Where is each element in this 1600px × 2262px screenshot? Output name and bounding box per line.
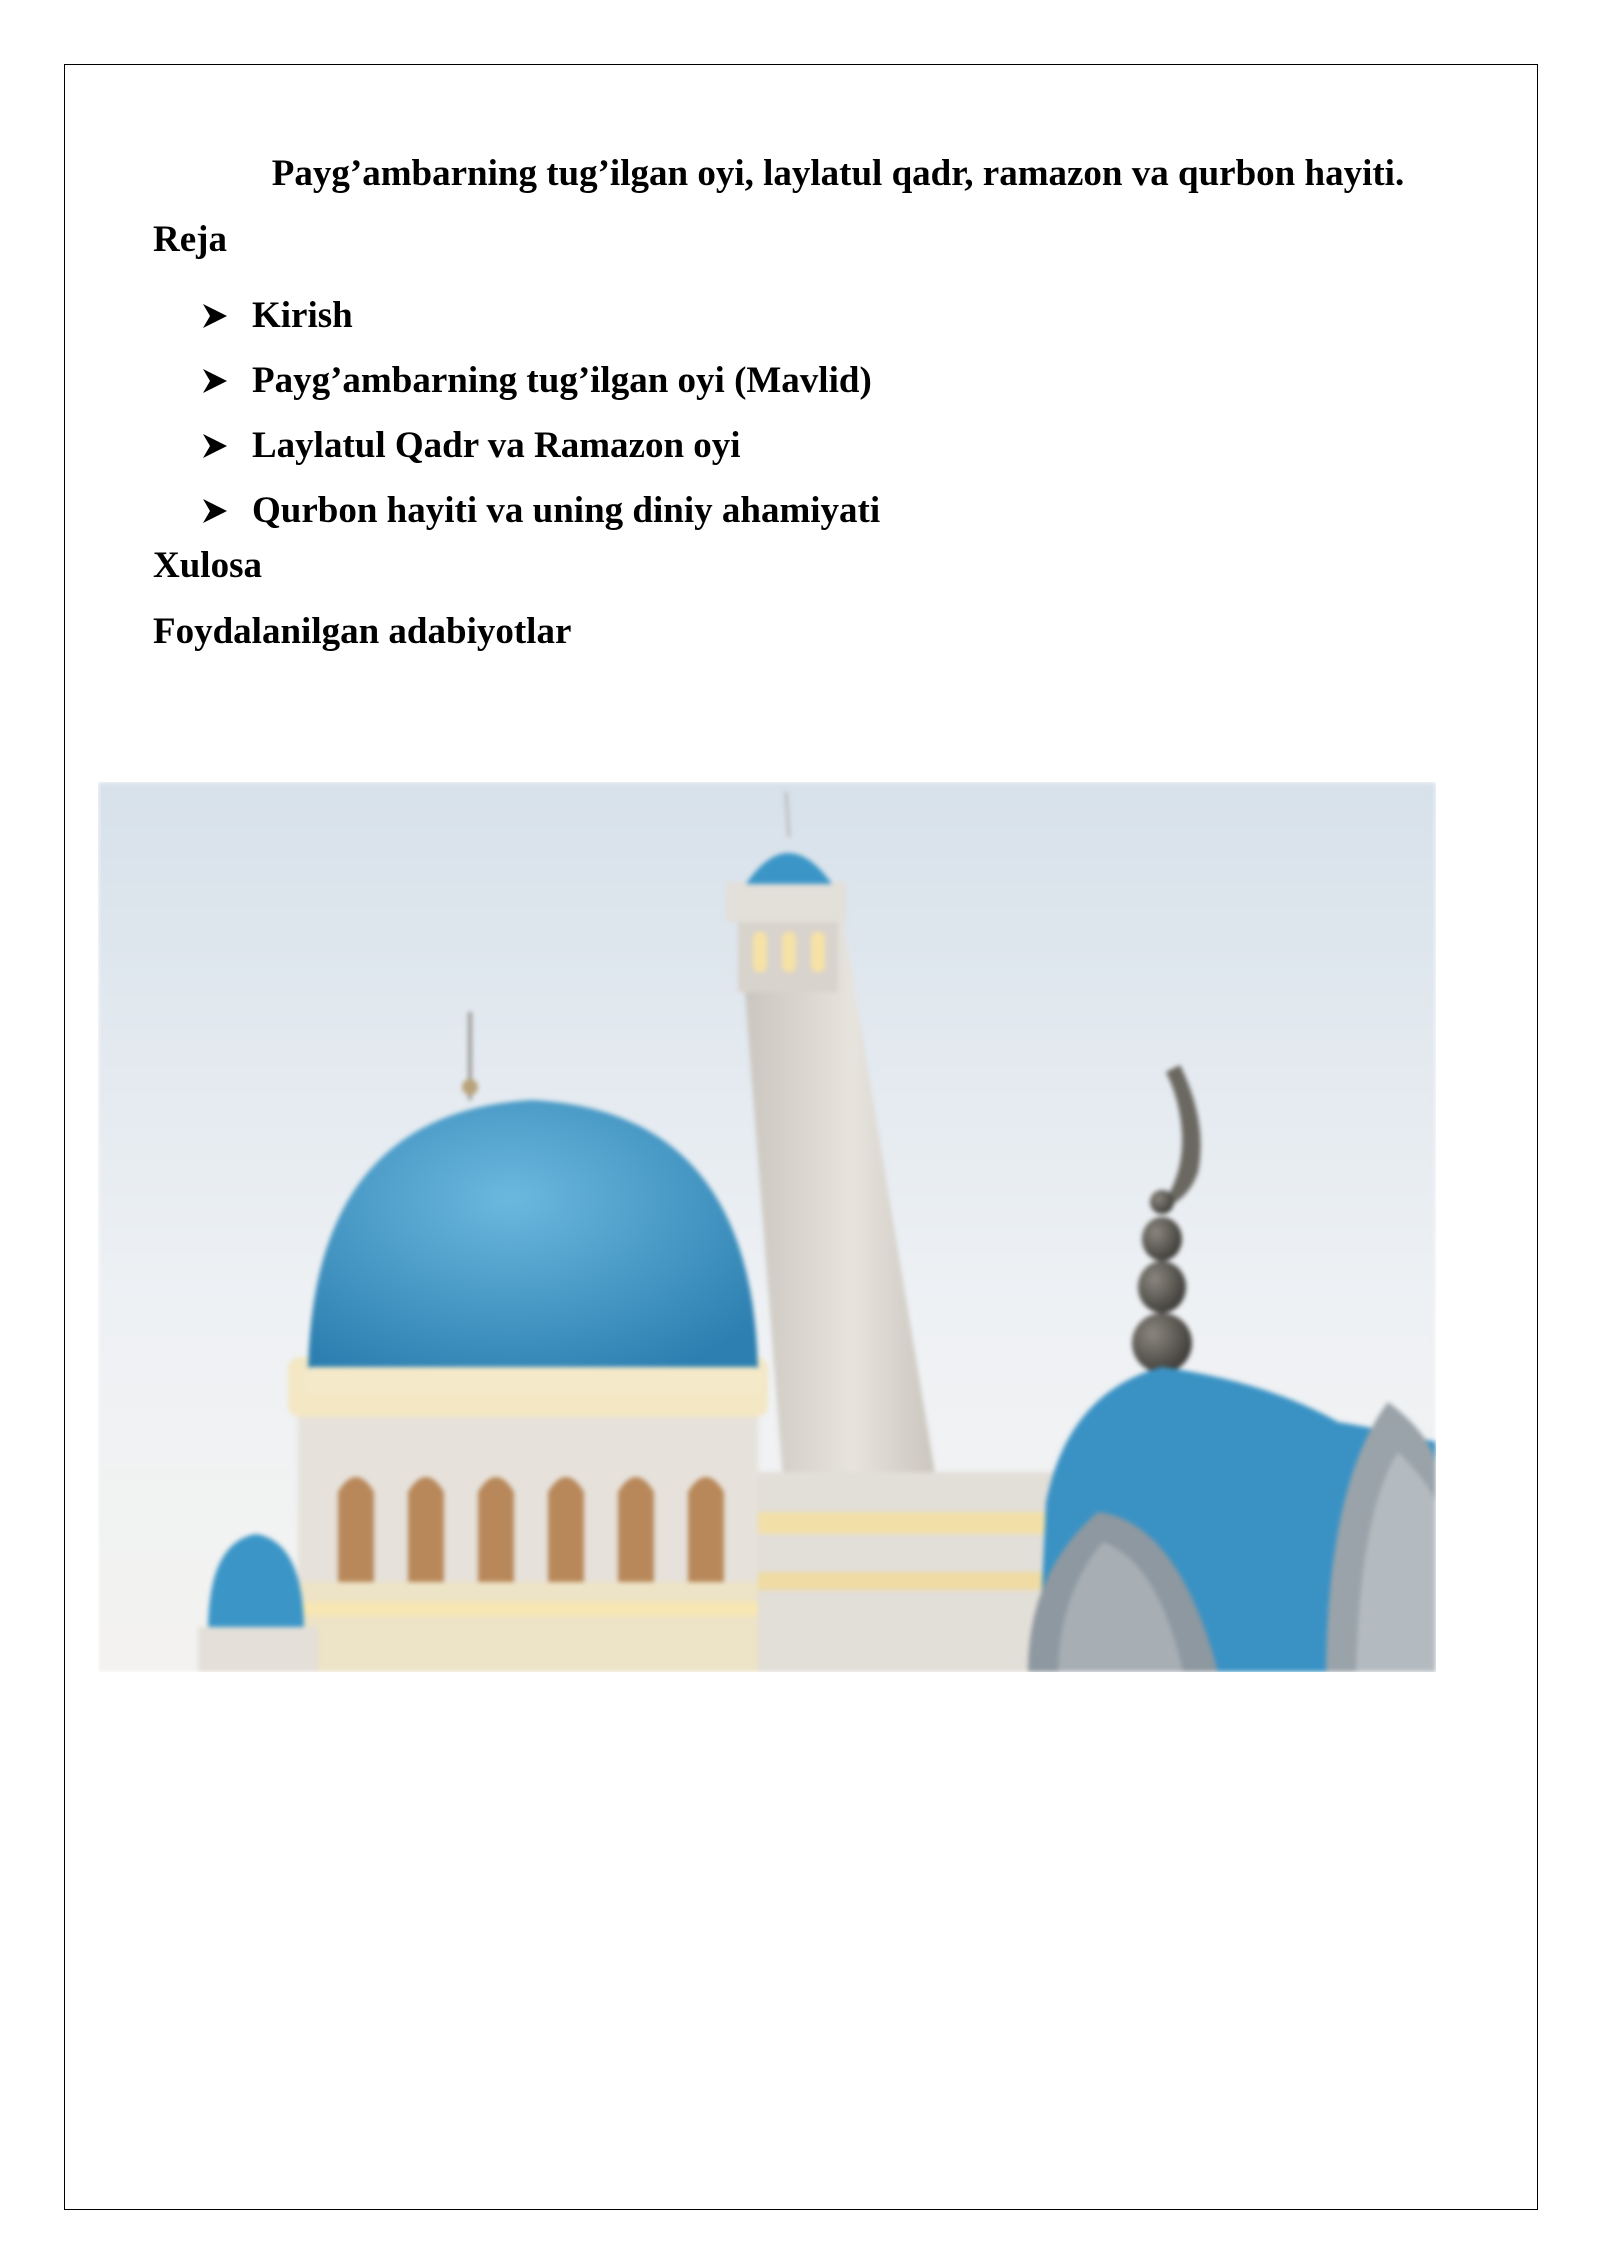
arrow-bullet-icon (200, 431, 230, 461)
arrow-bullet-icon (200, 366, 230, 396)
list-item (200, 478, 880, 543)
plan-item-label: Laylatul Qadr va Ramazon oyi (252, 425, 741, 466)
plan-item-label: Qurbon hayiti va uning diniy ahamiyati (252, 490, 881, 531)
list-item (200, 348, 880, 413)
document-title: Payg’ambarning tug’ilgan oyi, laylatul qadr, ramazon va qurbon hayiti. (271, 153, 1405, 194)
mosque-photo (98, 782, 1436, 1672)
conclusion-heading: Xulosa (153, 545, 262, 586)
plan-heading: Reja (153, 219, 227, 260)
list-item (200, 283, 880, 348)
list-item (200, 413, 880, 478)
arrow-bullet-icon (200, 496, 230, 526)
references-heading: Foydalanilgan adabiyotlar (153, 611, 572, 652)
plan-list (200, 283, 880, 543)
mosque-illustration (98, 782, 1436, 1672)
arrow-bullet-icon (200, 301, 230, 331)
plan-item-label: Kirish (252, 295, 353, 336)
plan-item-label: Payg’ambarning tug’ilgan oyi (Mavlid) (252, 360, 872, 401)
